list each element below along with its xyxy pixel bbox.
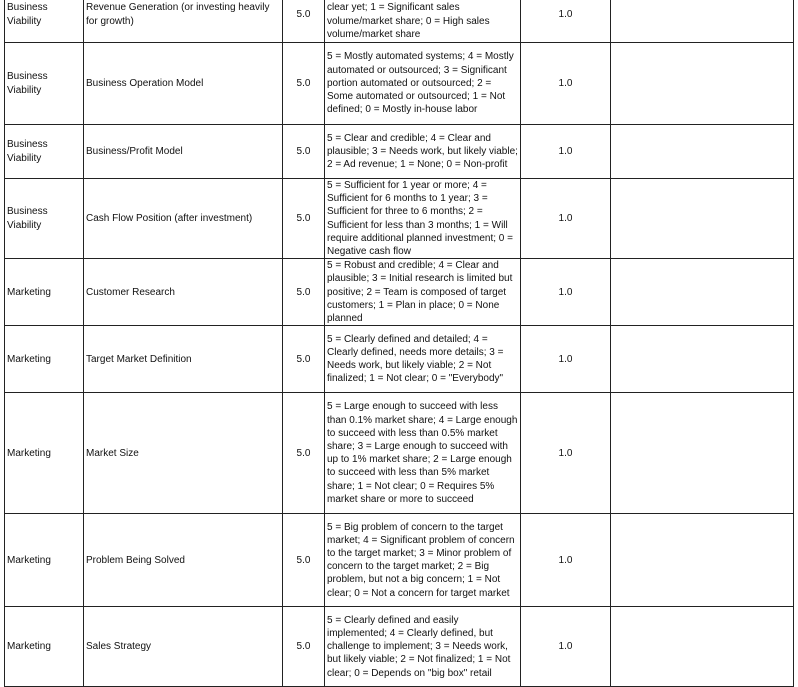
weight-cell: 5.0 — [283, 514, 325, 607]
weight-cell: 5.0 — [283, 326, 325, 393]
criterion-cell: Sales Strategy — [84, 607, 283, 687]
criterion-cell: Market Size — [84, 393, 283, 514]
multiplier-cell: 1.0 — [521, 179, 611, 259]
multiplier-cell: 1.0 — [521, 326, 611, 393]
criterion-cell: Business Operation Model — [84, 43, 283, 125]
table-row — [5, 259, 794, 326]
multiplier-cell: 1.0 — [521, 0, 611, 43]
table-row — [5, 179, 794, 259]
score-cell[interactable] — [611, 0, 794, 43]
scoring-rubric-table — [4, 0, 794, 687]
scale-cell: 5 = Large enough to succeed with less than 0.1% market share; 4 = Large enough to succeed with less than 0.5% market share; 3 = Large enough to succeed with up to 1% market share; 2 = Large enough to succeed with less than 5% market share; 1 = Not clear; 0 = Requires 5% market share or more to succeed — [325, 393, 521, 514]
multiplier-cell: 1.0 — [521, 607, 611, 687]
score-cell[interactable] — [611, 125, 794, 179]
score-cell[interactable] — [611, 43, 794, 125]
category-cell: Marketing — [5, 326, 84, 393]
score-cell[interactable] — [611, 326, 794, 393]
multiplier-cell: 1.0 — [521, 393, 611, 514]
criterion-cell: Target Market Definition — [84, 326, 283, 393]
multiplier-cell: 1.0 — [521, 514, 611, 607]
category-cell: Marketing — [5, 393, 84, 514]
criterion-cell: Cash Flow Position (after investment) — [84, 179, 283, 259]
multiplier-cell: 1.0 — [521, 43, 611, 125]
scale-cell: 5 = Sufficient for 1 year or more; 4 = Sufficient for 6 months to 1 year; 3 = Sufficient for three to 6 months; 2 = Sufficient for less than 3 months; 1 = Will require additional planned investment; 0 = Negative cash flow — [325, 179, 521, 259]
weight-cell: 5.0 — [283, 125, 325, 179]
weight-cell: 5.0 — [283, 43, 325, 125]
weight-cell: 5.0 — [283, 393, 325, 514]
scale-cell: 5 = Big problem of concern to the target market; 4 = Significant problem of concern to the target market; 3 = Minor problem of concern to the target market; 2 = Big problem, but not a big concern; 1 = Not clear; 0 = Not a concern for target market — [325, 514, 521, 607]
multiplier-cell: 1.0 — [521, 259, 611, 326]
scale-cell: clear yet; 1 = Significant sales volume/market share; 0 = High sales volume/market share — [325, 0, 521, 43]
category-cell: Business Viability — [5, 43, 84, 125]
scale-cell: 5 = Robust and credible; 4 = Clear and plausible; 3 = Initial research is limited but positive; 2 = Team is composed of target customers; 1 = Plan in place; 0 = None planned — [325, 259, 521, 326]
table-row — [5, 514, 794, 607]
category-cell: Business Viability — [5, 125, 84, 179]
table-row — [5, 393, 794, 514]
weight-cell: 5.0 — [283, 259, 325, 326]
category-cell: Marketing — [5, 607, 84, 687]
criterion-cell: Customer Research — [84, 259, 283, 326]
score-cell[interactable] — [611, 259, 794, 326]
criterion-cell: Business/Profit Model — [84, 125, 283, 179]
table-row — [5, 0, 794, 43]
scale-cell: 5 = Clearly defined and detailed; 4 = Clearly defined, needs more details; 3 = Needs work, but likely viable; 2 = Not finalized; 1 = Not clear; 0 = "Everybody" — [325, 326, 521, 393]
score-cell[interactable] — [611, 393, 794, 514]
table-row — [5, 125, 794, 179]
criterion-cell: Problem Being Solved — [84, 514, 283, 607]
category-cell: Marketing — [5, 259, 84, 326]
score-cell[interactable] — [611, 179, 794, 259]
score-cell[interactable] — [611, 514, 794, 607]
weight-cell: 5.0 — [283, 607, 325, 687]
criterion-cell: Revenue Generation (or investing heavily for growth) — [84, 0, 283, 43]
table-row — [5, 326, 794, 393]
scale-cell: 5 = Clearly defined and easily implemented; 4 = Clearly defined, but challenge to implement; 3 = Needs work, but likely viable; 2 = Not finalized; 1 = Not clear; 0 = Depends on "big box" retail — [325, 607, 521, 687]
weight-cell: 5.0 — [283, 0, 325, 43]
category-cell: Business Viability — [5, 179, 84, 259]
scale-cell: 5 = Clear and credible; 4 = Clear and plausible; 3 = Needs work, but likely viable; 2 = Ad revenue; 1 = None; 0 = Non-profit — [325, 125, 521, 179]
category-cell: Business Viability — [5, 0, 84, 43]
scale-cell: 5 = Mostly automated systems; 4 = Mostly automated or outsourced; 3 = Significant portion automated or outsourced; 2 = Some automated or outsourced; 1 = Not defined; 0 = Mostly in-house labor — [325, 43, 521, 125]
category-cell: Marketing — [5, 514, 84, 607]
multiplier-cell: 1.0 — [521, 125, 611, 179]
table-row — [5, 43, 794, 125]
weight-cell: 5.0 — [283, 179, 325, 259]
